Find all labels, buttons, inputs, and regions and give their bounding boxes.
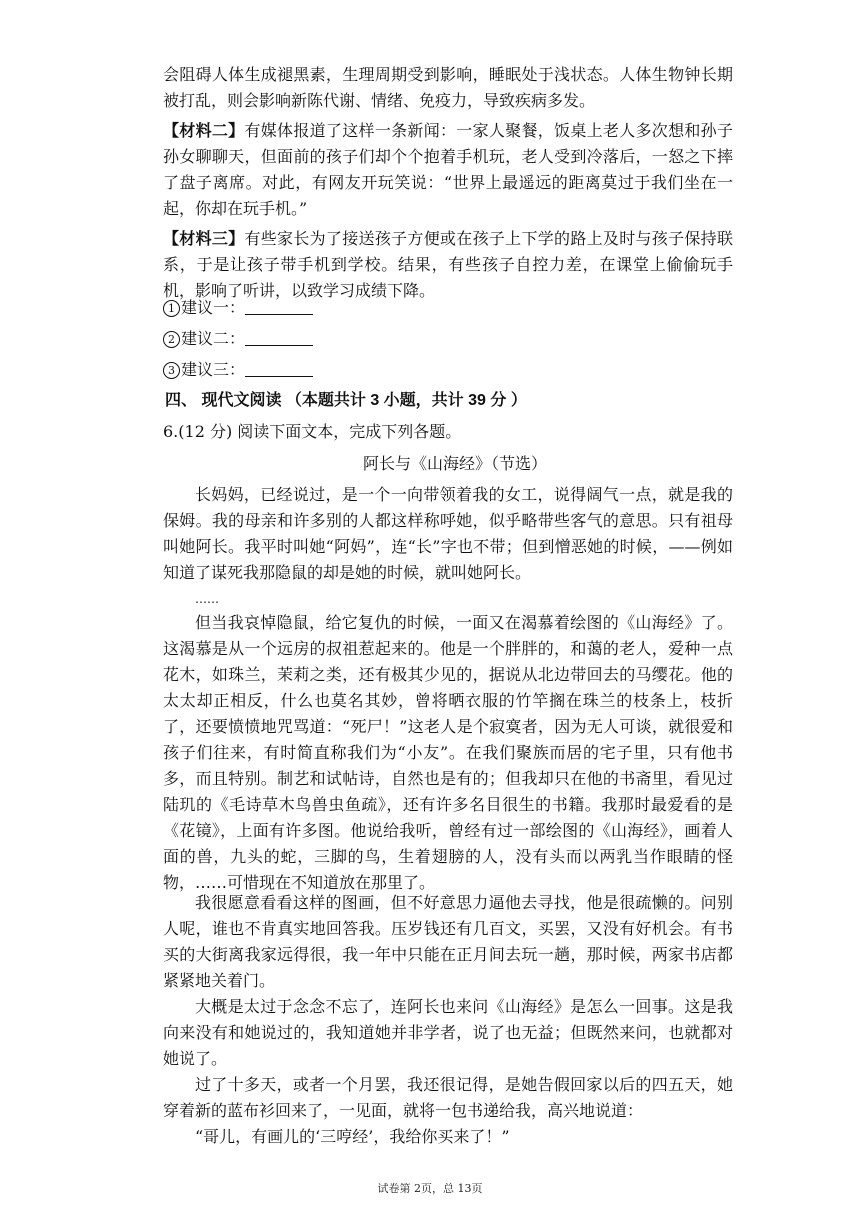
paragraph-4: 大概是太过于念念不忘了，连阿长也来问《山海经》是怎么一回事。这是我向来没有和她说过的，我知道她并非学者，说了也无益；但既然来问，也就都对她说了。 [163, 997, 733, 1068]
material-3-text: 有些家长为了接送孩子方便或在孩子上下学的路上及时与孩子保持联系，于是让孩子带手机到学校。结果，有些孩子自控力差，在课堂上偷偷玩手机，影响了听讲，以致学习成绩下降。 [163, 229, 733, 300]
suggestion-2 [163, 327, 313, 351]
answer-blank[interactable] [245, 300, 313, 315]
section-title: 四、 现代文阅读 （本题共计 3 小题，共计 39 分 ） [165, 392, 527, 409]
suggestion-label: 建议三： [181, 360, 246, 379]
suggestion-1 [163, 296, 313, 320]
material-2-text: 有媒体报道了这样一条新闻：一家人聚餐，饭桌上老人多次想和孙子孙女聊聊天，但面前的孩子们却个个抱着手机玩，老人受到冷落后，一怒之下摔了盘子离席。对此，有网友开玩笑说：“世界上最遥远的距离莫过于我们坐在一起，你却在玩手机。” [163, 121, 733, 218]
material-2 [163, 118, 733, 222]
material-3 [163, 226, 733, 304]
suggestion-label: 建议二： [181, 329, 246, 348]
material-3-label: 【材料三】 [163, 229, 245, 248]
suggestion-label: 建议一： [181, 298, 246, 317]
answer-blank[interactable] [245, 331, 313, 346]
page-footer: 试卷第 2页，总 13页 [377, 1182, 483, 1195]
article-title: 阿长与《山海经》（节选） [362, 454, 547, 473]
material-1-tail: 会阻碍人体生成褪黑素，生理周期受到影响，睡眠处于浅状态。人体生物钟长期被打乱，则会影响新陈代谢、情绪、免疫力，导致疾病多发。 [163, 65, 733, 110]
paragraph-3: 我很愿意看看这样的图画，但不好意思力逼他去寻找，他是很疏懒的。问别人呢，谁也不肯真实地回答我。压岁钱还有几百文，买罢，又没有好机会。有书买的大街离我家远得很，我一年中只能在正月间去玩一趟，那时候，两家书店都紧紧地关着门。 [163, 893, 733, 990]
paragraph-2: 但当我哀悼隐鼠，给它复仇的时候，一面又在渴慕着绘图的《山海经》了。这渴慕是从一个远房的叔祖惹起来的。他是一个胖胖的，和蔼的老人，爱种一点花木，如珠兰，茉莉之类，还有极其少见的，据说从北边带回去的马缨花。他的太太却正相反，什么也莫名其妙，曾将晒衣服的竹竿搁在珠兰的枝条上，枝折了，还要愤愤地咒骂道：“死尸！”这老人是个寂寞者，因为无人可谈，就很爱和孩子们往来，有时简直称我们为“小友”。在我们聚族而居的宅子里，只有他书多，而且特别。制艺和试帖诗，自然也是有的；但我却只在他的书斋里，看见过陆玑的《毛诗草木鸟兽虫鱼疏》，还有许多名目很生的书籍。我那时最爱看的是《花镜》，上面有许多图。他说给我听，曾经有过一部绘图的《山海经》，画着人面的兽，九头的蛇，三脚的鸟，生着翅膀的人，没有头而以两乳当作眼睛的怪物，……可惜现在不知道放在那里了。 [163, 613, 733, 892]
answer-blank[interactable] [245, 362, 313, 377]
paragraph-1: 长妈妈，已经说过，是一个一向带领着我的女工，说得阔气一点，就是我的保姆。我的母亲和许多别的人都这样称呼她，似乎略带些客气的意思。只有祖母叫她阿长。我平时叫她“阿妈”，连“长”字也不带；但到憎恶她的时候，——例如知道了谋死我那隐鼠的却是她的时候，就叫她阿长。 [163, 485, 733, 582]
paragraph-5: 过了十多天，或者一个月罢，我还很记得，是她告假回家以后的四五天，她穿着新的蓝布衫回来了，一见面，就将一包书递给我，高兴地说道： [163, 1075, 733, 1120]
suggestion-number: 1 [163, 300, 180, 317]
paragraph-6: “哥儿，有画儿的‘三哼经’，我给你买来了！” [195, 1127, 510, 1146]
material-2-label: 【材料二】 [163, 121, 245, 140]
ellipsis: …… [195, 592, 219, 606]
question-prompt: 6.(12 分) 阅读下面文本，完成下列各题。 [163, 422, 462, 441]
suggestion-number: 2 [163, 331, 180, 348]
suggestion-3 [163, 358, 313, 382]
suggestion-number: 3 [163, 362, 180, 379]
